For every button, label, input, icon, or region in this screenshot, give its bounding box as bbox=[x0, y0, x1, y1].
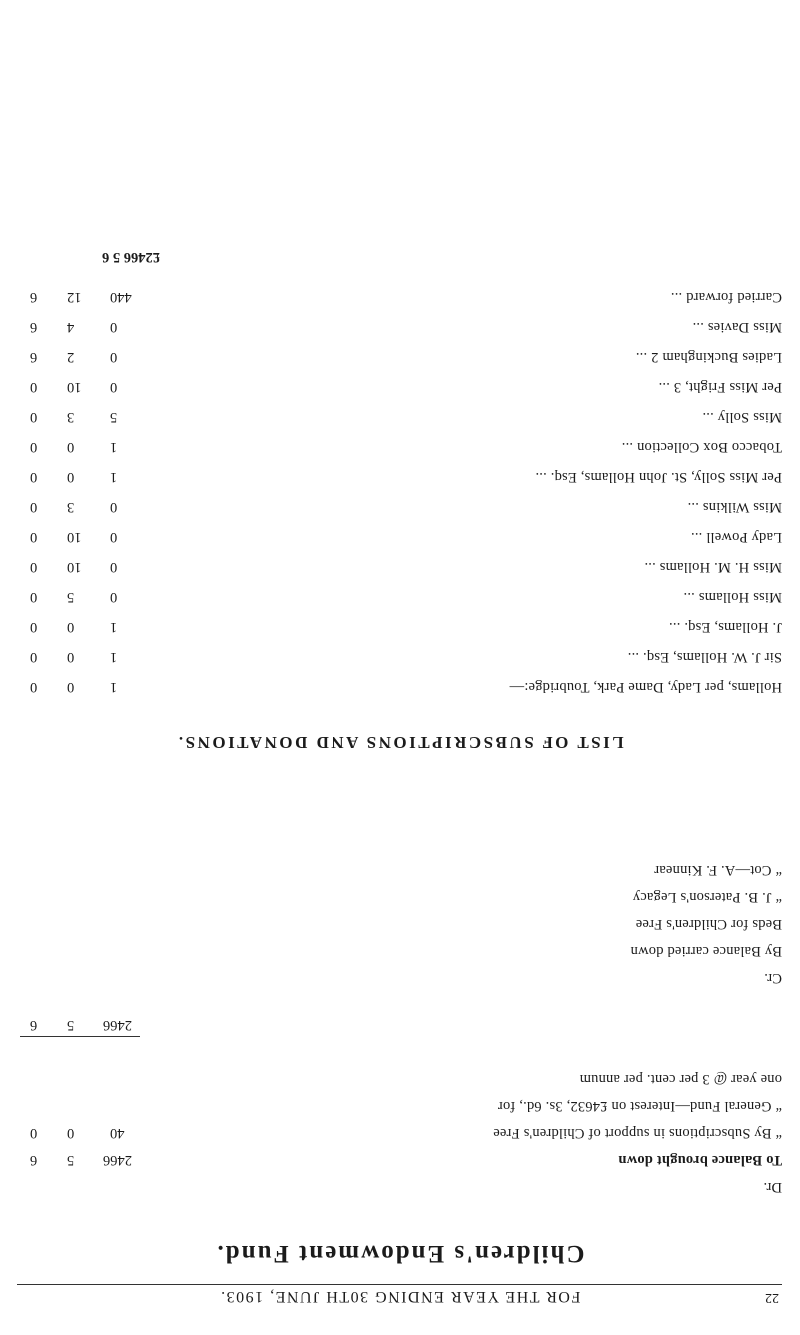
ledger-label: “ J. B. Paterson's Legacy bbox=[632, 889, 782, 905]
section-title: LIST OF SUBSCRIPTIONS AND DONATIONS. bbox=[176, 733, 624, 752]
shillings: 10 bbox=[67, 379, 82, 395]
shillings: 2 bbox=[67, 349, 75, 365]
shillings: 5 bbox=[67, 1017, 75, 1033]
pounds: 0 bbox=[110, 589, 118, 605]
pence: 6 bbox=[30, 319, 38, 335]
shillings: 12 bbox=[67, 289, 82, 305]
shillings: 5 bbox=[67, 589, 75, 605]
shillings: 10 bbox=[67, 529, 82, 545]
shillings: 3 bbox=[67, 499, 75, 515]
pence: 0 bbox=[30, 529, 38, 545]
pence: 0 bbox=[30, 499, 38, 515]
ledger-label: Cr. bbox=[764, 970, 782, 986]
pence: 0 bbox=[30, 379, 38, 395]
pence: 6 bbox=[30, 1017, 38, 1033]
pounds: 5 bbox=[110, 409, 118, 425]
ledger-label: one year @ 3 per cent. per annum bbox=[579, 1071, 782, 1087]
pounds: 0 bbox=[110, 349, 118, 365]
pence: 0 bbox=[30, 619, 38, 635]
pence: 0 bbox=[30, 409, 38, 425]
pounds: 0 bbox=[110, 499, 118, 515]
sum-rule bbox=[20, 1036, 140, 1037]
pence: 0 bbox=[30, 679, 38, 695]
donor-label: Miss Davies ... bbox=[692, 319, 782, 335]
pounds: 1 bbox=[110, 439, 118, 455]
pounds: 2466 bbox=[103, 1152, 132, 1168]
donor-label: Miss H. M. Hollams ... bbox=[644, 559, 782, 575]
running-title: FOR THE YEAR ENDING 30TH JUNE, 1903. bbox=[219, 1288, 581, 1305]
shillings: 0 bbox=[67, 1125, 75, 1141]
shillings: 5 bbox=[67, 1152, 75, 1168]
donor-label: Sir J. W. Hollams, Esq. ... bbox=[627, 649, 782, 665]
shillings: 0 bbox=[67, 439, 75, 455]
main-title: Children's Endowment Fund. bbox=[215, 1240, 585, 1267]
pounds: 1 bbox=[110, 679, 118, 695]
pounds: 0 bbox=[110, 559, 118, 575]
pounds: 440 bbox=[110, 289, 132, 305]
pence: 6 bbox=[30, 1152, 38, 1168]
ledger-label: “ General Fund—Interest on £4632, 3s. 6d., for bbox=[497, 1098, 782, 1114]
pence: 0 bbox=[30, 469, 38, 485]
shillings: 4 bbox=[67, 319, 75, 335]
pounds: 1 bbox=[110, 619, 118, 635]
donor-label: Carried forward ... bbox=[670, 289, 782, 305]
pounds: 0 bbox=[110, 529, 118, 545]
header-rule bbox=[17, 1284, 782, 1285]
donor-label: Miss Hollams ... bbox=[683, 589, 782, 605]
donor-label: J. Hollams, Esq. ... bbox=[668, 619, 782, 635]
pounds: 40 bbox=[110, 1125, 125, 1141]
shillings: 0 bbox=[67, 469, 75, 485]
pence: 0 bbox=[30, 439, 38, 455]
donor-label: Per Miss Solly, St. John Hollams, Esq. ... bbox=[535, 469, 782, 485]
donations-total: £2466 5 6 bbox=[102, 249, 160, 265]
ledger-label: By Balance carried down bbox=[630, 943, 782, 959]
ledger-label: To Balance brought down bbox=[618, 1152, 782, 1168]
pence: 0 bbox=[30, 589, 38, 605]
donor-label: Hollams, per Lady, Dame Park, Toubridge:— bbox=[509, 679, 782, 695]
pounds: 0 bbox=[110, 319, 118, 335]
shillings: 10 bbox=[67, 559, 82, 575]
donor-label: Tobacco Box Collection ... bbox=[621, 439, 782, 455]
donor-label: Miss Wilkins ... bbox=[687, 499, 782, 515]
ledger-label: Dr. bbox=[763, 1179, 782, 1195]
donor-label: Per Miss Fright, 3 ... bbox=[658, 379, 782, 395]
pence: 6 bbox=[30, 289, 38, 305]
pence: 0 bbox=[30, 559, 38, 575]
ledger-label: “ Cot—A. F. Kinnear bbox=[654, 862, 782, 878]
donor-label: Lady Powell ... bbox=[690, 529, 782, 545]
pence: 0 bbox=[30, 1125, 38, 1141]
donor-label: Ladies Buckingham 2 ... bbox=[635, 349, 782, 365]
pounds: 0 bbox=[110, 379, 118, 395]
shillings: 0 bbox=[67, 679, 75, 695]
pounds: 1 bbox=[110, 469, 118, 485]
pence: 6 bbox=[30, 349, 38, 365]
page-number: 22 bbox=[765, 1290, 779, 1305]
shillings: 3 bbox=[67, 409, 75, 425]
ledger-label: “ By Subscriptions in support of Children's Free bbox=[493, 1125, 782, 1141]
donor-label: Miss Solly ... bbox=[702, 409, 782, 425]
pounds: 2466 bbox=[103, 1017, 132, 1033]
shillings: 0 bbox=[67, 649, 75, 665]
pounds: 1 bbox=[110, 649, 118, 665]
ledger-label: Beds for Children's Free bbox=[635, 916, 782, 932]
pence: 0 bbox=[30, 649, 38, 665]
shillings: 0 bbox=[67, 619, 75, 635]
